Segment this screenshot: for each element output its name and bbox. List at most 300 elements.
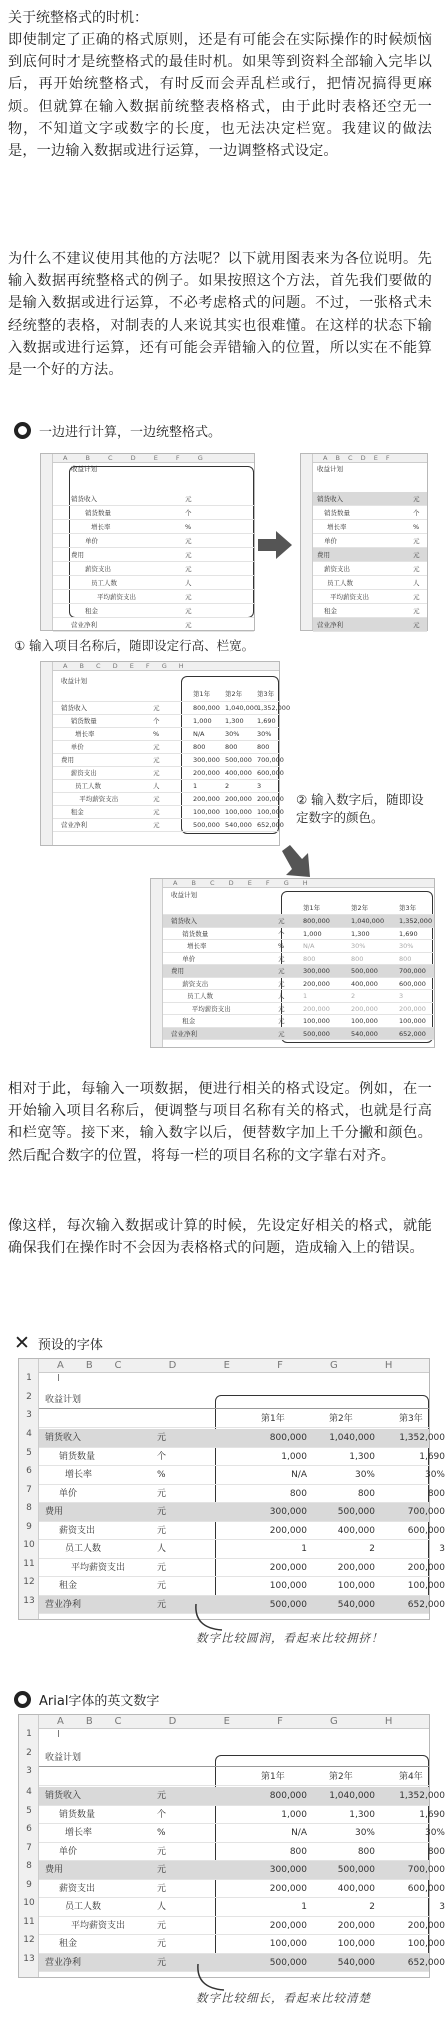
row-unit: 元 [413,565,420,573]
sheet-title: 收益计划 [71,465,97,473]
row-label: 销货数量 [85,509,111,517]
cell-value: 1 [301,1902,307,1912]
row-label: 营业净利 [45,1957,82,1968]
cell-value: 1,040,000 [329,1433,375,1443]
cell-value: 800,000 [269,1791,307,1801]
row-label: 单价 [59,1846,78,1857]
cell-value: 800 [351,954,364,963]
cell-value: 200,000 [269,1883,307,1894]
row-number: 5 [26,1805,32,1816]
table-row [39,1596,445,1615]
cell-value: 1,000 [193,717,212,725]
row-unit: 元 [157,1957,167,1968]
cell-value: N/A [291,1828,307,1838]
paragraph-3: 相对于此，每输入一项数据，便进行相关的格式设定。例如，在一开始输入项目名称后，便调整与项目名称有关的格式，也就是行高和栏宽等。接下来，输入数字以后，便替数字加上千分撇和颜色。然后配合数字的位置，将每一栏的项目名称的文字靠右对齐。 [8,1081,432,1164]
row-number: 2 [26,1747,32,1758]
column-header-row [53,689,279,702]
cell-value: 1,352,000 [399,1433,445,1443]
row-unit: 个 [185,509,192,517]
table-row [163,915,434,928]
column-header-bar: ABC D E F G H I [19,1359,429,1373]
cell-value: 1,690 [257,717,276,725]
table-row [39,1485,445,1504]
cell-value: 200,000 [269,1920,307,1931]
row-label: 增长率 [75,730,95,738]
row-number: 8 [26,1503,32,1513]
row-unit: 元 [278,1017,285,1025]
row-label: 销货收入 [61,704,87,712]
row-label: 平均薪资支出 [71,1920,126,1931]
cell-value: 300,000 [303,967,330,975]
row-unit: 元 [157,1525,167,1536]
cell-value: 400,000 [351,979,378,988]
row-label: 增长率 [65,1828,93,1838]
row-unit: 个 [157,1809,167,1820]
column-header-row [39,1411,429,1428]
row-number: 8 [26,1861,32,1871]
cell-value: 1,352,000 [257,704,291,712]
row-unit: 元 [153,743,160,751]
row-unit: 元 [278,954,285,963]
row-label: 销货数量 [70,717,97,725]
table-row [39,1861,445,1880]
cell-value: 800,000 [303,917,330,925]
row-unit: 元 [185,565,192,573]
table-row [53,604,254,618]
cell-value: 600,000 [407,1525,445,1536]
row-unit: 元 [278,1029,285,1038]
row-label: 员工人数 [65,1544,102,1554]
sheet-title-row [39,1392,429,1409]
cell-value: 500,000 [269,1957,307,1968]
table-row [53,741,279,754]
cell-value: 100,000 [351,1017,378,1025]
row-number: 1 [26,1729,32,1739]
intro-title: 关于统整格式的时机： [8,10,148,26]
row-label: 销货数量 [59,1451,96,1462]
paragraph-4: 像这样，每次输入数据或计算的时候，先设定好相关的格式，就能确保我们在操作时不会因为表格格式的问题，造成输入上的错误。 [8,1218,432,1257]
figure-2-title: 预设的字体 [37,1338,103,1353]
cell-value: 500,000 [351,967,378,975]
cell-value: 1,040,000 [225,704,259,712]
cell-value: 700,000 [407,1507,445,1517]
column-header: 第4年 [399,1771,423,1782]
cell-value: 200,000 [225,795,252,803]
row-unit: 元 [157,1865,167,1875]
cell-value: 200,000 [193,769,220,777]
column-header-row [163,903,434,916]
table-row [53,492,254,506]
row-unit: 元 [278,979,285,988]
row-number: 10 [23,1898,35,1908]
column-header: 第2年 [329,1413,353,1424]
table-row [39,1898,445,1917]
step-1-caption: ① 输入项目名称后，随即设定行高、栏宽。 [14,638,255,653]
column-header-bar: A B C D E F G H [41,662,279,671]
table-row [313,576,427,590]
row-unit: 元 [157,1883,167,1894]
row-unit: 元 [278,1004,285,1013]
cell-value: 30% [351,942,366,950]
table-row [39,1824,445,1843]
row-number: 5 [26,1447,32,1458]
row-unit: 元 [413,551,420,559]
cell-value: N/A [193,730,205,738]
row-unit: % [185,523,192,531]
row-unit: 元 [157,1433,167,1443]
cell-value: 200,000 [337,1920,375,1931]
row-unit: 元 [157,1791,167,1801]
column-header: 第1年 [261,1771,285,1782]
row-label: 平均薪资支出 [97,593,136,601]
cell-value: 2 [351,992,356,1000]
cell-value: 2 [369,1544,375,1554]
row-label: 薪资支出 [59,1525,96,1536]
cell-value: 500,000 [269,1599,307,1610]
cell-value: 30% [424,1470,445,1480]
row-unit: 人 [157,1902,167,1912]
table-row [39,1935,445,1954]
column-header: 第2年 [225,690,243,698]
cell-value: 800,000 [269,1433,307,1443]
row-unit: 元 [185,537,192,545]
table-row [39,1429,445,1448]
table-row [53,576,254,590]
cell-value: 1,000 [281,1451,307,1462]
cell-value: 652,000 [257,821,284,829]
table-row [53,780,279,793]
cell-value: 100,000 [193,808,220,816]
cell-value: 1 [193,782,198,790]
row-number: 9 [26,1521,32,1532]
row-unit: 元 [185,495,192,503]
cell-value: 200,000 [399,1004,426,1013]
row-unit: 元 [413,537,420,545]
row-unit: 个 [157,1451,167,1462]
figure-1-title: 一边进行计算，一边统整格式。 [39,425,222,440]
table-row [53,590,254,604]
cell-value: 500,000 [337,1507,375,1517]
table-row [313,548,427,562]
paragraph-2: 为什么不建议使用其他的方法呢？以下就用图表来为各位说明。先输入数据再统整格式的例子。如果按照这个方法，首先我们要做的是输入数据或进行运算，不必考虑格式的问题。不过，一张格式未经统整的表格，对制表的人来说其实也很难懂。在这样的状态下输入数据或进行运算，还有可能会弄错输入的位置，所以实在不能算是一个好的方法。 [8,251,432,379]
sheet-title: 收益计划 [45,1395,82,1405]
row-label: 费用 [71,551,84,559]
table-row [53,819,284,832]
cell-value: 400,000 [225,769,252,777]
cell-value: 1,000 [281,1809,307,1820]
row-unit: 元 [153,704,160,712]
table-row [39,1954,445,1973]
cell-value: 800 [225,743,238,751]
cell-value: 652,000 [399,1029,426,1038]
cell-value: 540,000 [351,1029,378,1038]
row-number: 7 [26,1842,32,1853]
cell-value: 600,000 [257,769,284,777]
cell-value: 100,000 [225,808,252,816]
sheet-arial-font [18,1714,445,1978]
row-label: 销货数量 [182,929,209,938]
table-row [163,953,434,966]
row-label: 员工人数 [327,579,353,587]
circle-icon [14,422,31,439]
cell-value: 30% [354,1828,375,1838]
cell-value: N/A [303,942,315,950]
cell-value: 100,000 [257,808,284,816]
row-label: 增长率 [65,1470,93,1480]
cell-value: 100,000 [407,1939,445,1949]
row-number: 4 [26,1787,32,1797]
column-header: 第3年 [399,903,417,912]
cell-value: 30% [424,1828,445,1838]
row-label: 增长率 [187,942,207,950]
table-row [39,1880,445,1899]
table-row [163,1015,434,1028]
row-label: 平均薪资支出 [71,1562,126,1573]
row-unit: 元 [413,607,420,615]
table-row [53,806,284,819]
cell-value: 500,000 [303,1029,330,1038]
cell-value: 1,690 [399,929,418,938]
column-header: 第3年 [399,1413,423,1424]
cell-value: 500,000 [337,1865,375,1875]
cell-value: 800 [257,743,270,751]
column-header-bar: ABC D E F G H I [19,1715,429,1729]
column-header-bar: A B C D E F G [41,454,254,463]
sheet-step2-final [150,878,435,1048]
row-number: 9 [26,1879,32,1890]
cell-value: 400,000 [337,1525,375,1536]
table-row [53,520,254,534]
table-row [313,492,427,506]
cell-value: 800 [399,954,412,963]
table-row [39,1559,445,1578]
cell-value: 2 [369,1902,375,1912]
cell-value: 200,000 [337,1562,375,1573]
row-unit: 元 [278,917,285,925]
cell-value: 652,000 [407,1957,445,1968]
row-unit: 元 [157,1846,167,1857]
cell-value: 1,040,000 [329,1791,375,1801]
row-label: 租金 [182,1017,196,1025]
row-number: 11 [23,1558,35,1569]
table-row [39,1522,445,1541]
row-unit: % [278,942,285,950]
cell-value: 200,000 [407,1920,445,1931]
row-number: 12 [23,1935,35,1945]
cell-value: 800 [303,954,316,963]
row-number: 12 [23,1577,35,1587]
sheet-step2-numbers [40,661,291,846]
table-row [53,506,254,520]
cell-value: 1,352,000 [399,1791,445,1801]
table-row [53,793,284,806]
row-unit: 元 [157,1581,167,1591]
table-row [53,534,254,548]
table-row [163,940,434,953]
row-label: 员工人数 [187,992,213,1000]
row-label: 单价 [182,954,196,963]
cell-value: 800 [289,1488,307,1499]
arrow-right-icon [258,531,294,559]
table-row [39,1843,445,1862]
row-label: 费用 [317,551,330,559]
row-label: 员工人数 [75,782,101,790]
row-unit: 元 [153,821,160,829]
cell-value: 200,000 [269,1525,307,1536]
table-row [53,562,254,576]
cell-value: 1 [303,992,308,1000]
cell-value: 3 [439,1902,445,1912]
row-number: 6 [26,1466,32,1476]
row-number: 3 [26,1410,32,1420]
row-unit: 元 [157,1599,167,1610]
cell-value: 800 [357,1488,375,1499]
column-header: 第1年 [193,690,211,698]
figure-3 [0,1688,445,2038]
row-label: 费用 [45,1507,64,1517]
figure-2 [0,1330,445,1670]
cell-value: 300,000 [193,756,220,764]
row-number: 10 [23,1540,35,1550]
row-unit: 元 [413,495,420,503]
cell-value: 540,000 [337,1599,375,1610]
table-row [313,506,427,520]
table-row [163,928,434,941]
cell-value: 2 [225,782,230,790]
table-row [163,1003,434,1016]
row-unit: 元 [185,621,192,629]
row-unit: 元 [413,593,420,601]
paragraph-1: 即使制定了正确的格式原则，还是有可能会在实际操作的时候烦恼到底何时才是统整格式的最佳时机。如果等到资料全部输入完毕以后，再开始统整格式，有时反而会弄乱栏或行，把情况搞得更麻烦。但就算在输入数据前统整表格格式，由于此时表格还空无一物，不知道文字或数字的长度，也无法决定栏宽。我建议的做法是，一边输入数据或进行运算，一边调整格式设定。 [8,32,432,160]
row-label: 薪资支出 [70,769,97,777]
cell-value: 30% [354,1470,375,1480]
row-unit: 元 [153,795,160,803]
cell-value: 540,000 [225,821,252,829]
cell-value: 500,000 [193,821,220,829]
row-number: 1 [26,1373,32,1383]
figure-1-heading [14,421,221,440]
cell-value: 700,000 [257,756,284,764]
cell-value: 1,300 [349,1809,375,1820]
table-row [39,1577,445,1596]
sheet-title-row [53,464,254,478]
table-row [39,1540,445,1559]
step-2-caption: ② 输入数字后，随即设定数字的颜色。 [296,792,424,825]
figure-1 [0,413,440,1053]
cell-value: 800 [193,743,206,751]
cell-value: 500,000 [225,756,252,764]
row-unit: 元 [185,607,192,615]
figure-3-heading [14,1690,159,1709]
row-header-bar [301,454,313,630]
cell-value: 100,000 [269,1939,307,1949]
row-number: 4 [26,1429,32,1439]
cell-value: 1,690 [419,1809,445,1820]
table-row [313,534,427,548]
table-row [53,618,254,632]
row-unit: % [157,1470,166,1480]
row-unit: 人 [153,782,160,790]
column-header-bar: A B C D E F [301,454,427,463]
table-row [39,1466,445,1485]
table-row [313,520,427,534]
cell-value: 100,000 [303,1017,330,1025]
row-label: 增长率 [327,523,347,531]
cell-value: 1,690 [419,1451,445,1462]
row-label: 营业净利 [171,1029,197,1038]
row-label: 销货数量 [324,509,350,517]
row-unit: % [413,523,420,531]
row-number: 13 [23,1953,35,1964]
cell-value: 200,000 [257,795,284,803]
table-row [163,990,434,1003]
column-header-bar: A B C D E F G H [151,879,434,888]
row-unit: 元 [157,1939,167,1949]
arrow-down-icon [280,845,314,879]
figure-2-heading [14,1334,103,1353]
row-label: 费用 [61,756,74,764]
table-row [313,590,427,604]
row-unit: 元 [153,808,160,816]
cell-value: 600,000 [399,979,426,988]
circle-icon [14,1691,31,1708]
row-label: 单价 [59,1488,78,1499]
figure-3-note: 数字比较细长，看起来比较清楚 [196,1991,371,2005]
cell-value: 800 [427,1488,445,1499]
table-row [53,728,279,741]
cell-value: 652,000 [407,1599,445,1610]
row-label: 单价 [324,537,337,545]
row-number: 6 [26,1824,32,1834]
cell-value: 3 [399,992,404,1000]
row-label: 平均薪资支出 [79,795,119,803]
cell-value: 540,000 [337,1957,375,1968]
cell-value: 200,000 [269,1562,307,1573]
row-label: 营业净利 [317,621,343,629]
cell-value: 300,000 [269,1865,307,1875]
row-label: 薪资支出 [324,565,350,573]
table-row [313,562,427,576]
cell-value: 800 [289,1846,307,1857]
row-unit: 元 [413,621,420,629]
table-row [53,754,284,767]
sheet-title-row [163,890,434,903]
table-row [53,715,279,728]
row-unit: % [153,730,160,738]
table-row [163,965,434,978]
sheet-title-row [39,1750,429,1767]
figure-2-note: 数字比较圆润，看起来比较拥挤！ [196,1631,384,1645]
row-label: 租金 [59,1581,78,1591]
row-label: 租金 [324,607,337,615]
row-unit: % [157,1828,166,1838]
cell-value: 200,000 [303,1004,330,1013]
cell-value: 300,000 [269,1507,307,1517]
table-row [53,548,254,562]
cell-value: 3 [439,1544,445,1554]
row-label: 租金 [59,1939,78,1949]
cell-value: 1,352,000 [399,917,433,925]
row-label: 平均薪资支出 [191,1004,231,1013]
cell-value: 200,000 [193,795,220,803]
sheet-title: 收益计划 [171,891,197,899]
cell-value: 100,000 [337,1581,375,1591]
row-number: 2 [26,1391,32,1402]
figure-3-title: Arial字体的英文数字 [39,1694,160,1709]
cell-value: 400,000 [337,1883,375,1894]
row-label: 营业净利 [45,1599,82,1610]
cell-value: 1,000 [303,929,322,938]
